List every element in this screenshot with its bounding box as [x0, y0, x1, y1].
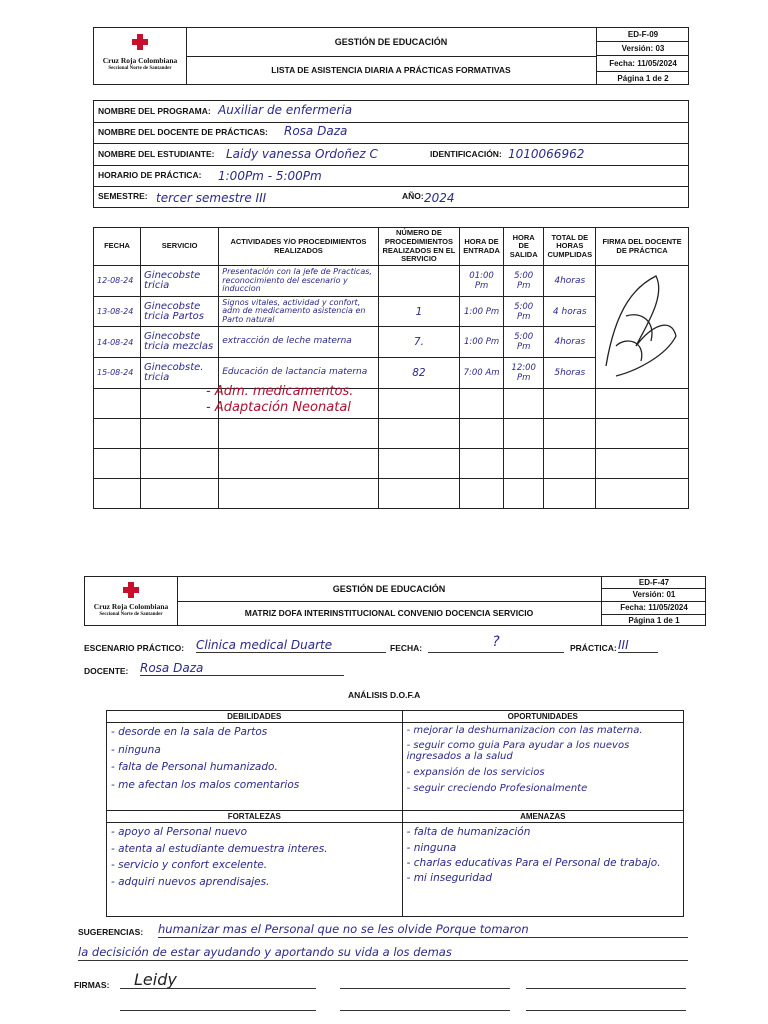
form1-header [93, 27, 689, 85]
cell-total: 4horas [544, 266, 596, 297]
cell-salida: 5:00 Pm [503, 296, 544, 327]
form1-info [93, 100, 689, 208]
col-fecha: FECHA [94, 228, 141, 266]
form-date: Fecha: 11/05/2024 [609, 59, 677, 68]
form1-subtitle: LISTA DE ASISTENCIA DIARIA A PRÁCTICAS FORMATIVAS [271, 65, 511, 75]
cell-salida: 12:00 Pm [503, 357, 544, 388]
cell-salida: 5:00 Pm [503, 266, 544, 297]
escenario-label: ESCENARIO PRÁCTICO: [84, 643, 185, 653]
col-salida: HORA DE SALIDA [503, 228, 544, 266]
form2-header [84, 576, 706, 626]
col-servicio: SERVICIO [141, 228, 219, 266]
form2-logo [85, 577, 178, 625]
list-item: - ninguna [406, 841, 457, 854]
list-item: - mejorar la deshumanizacion con las materna. [406, 725, 643, 736]
org-sub: Seccional Norte de Santander [99, 612, 163, 617]
list-item: - ninguna [111, 743, 161, 756]
cell-fecha: 14-08-24 [94, 327, 141, 358]
form2-meta [601, 577, 706, 625]
semestre-value: tercer semestre III [156, 191, 267, 205]
firma-line [526, 1010, 686, 1011]
list-item: - seguir como guia Para ayudar a los nuevos ingresados a la salud [406, 739, 630, 762]
horario-label: HORARIO DE PRÁCTICA: [98, 170, 202, 180]
cell-servicio: Ginecobste tricia [141, 266, 219, 297]
cell-servicio: Ginecobste tricia Partos [141, 296, 219, 327]
form2-subtitle: MATRIZ DOFA INTERINSTITUCIONAL CONVENIO DOCENCIA SERVICIO [244, 608, 534, 618]
table-row-empty [94, 418, 689, 448]
form1-meta [596, 28, 689, 84]
practica-label: PRÁCTICA: [570, 643, 617, 653]
programa-value: Auxiliar de enfermeria [218, 103, 353, 117]
firma-line [340, 1010, 510, 1011]
cell-total: 4horas [544, 327, 596, 358]
col-entrada: HORA DE ENTRADA [460, 228, 504, 266]
cell-actividades: Educación de lactancia materna [219, 357, 378, 388]
teacher-signature [596, 266, 686, 384]
semestre-label: SEMESTRE: [98, 191, 148, 201]
col-total: TOTAL DE HORAS CUMPLIDAS [544, 228, 596, 266]
cell-fecha: 12-08-24 [94, 266, 141, 297]
docente-label: NOMBRE DEL DOCENTE DE PRÁCTICAS: [98, 127, 268, 137]
list-item: - adquiri nuevos aprendisajes. [111, 875, 270, 888]
estudiante-value: Laidy vanessa Ordoñez C [226, 147, 378, 161]
form-code: ED-F-47 [602, 577, 706, 589]
cell-entrada: 7:00 Am [460, 357, 504, 388]
debilidades-title: DEBILIDADES [107, 711, 403, 723]
table-row-empty [94, 478, 689, 508]
cell-numero: 82 [378, 357, 460, 388]
docente2-label: DOCENTE: [84, 666, 129, 676]
dofa-matrix [106, 710, 684, 917]
firma-line [120, 1010, 316, 1011]
list-item: - apoyo al Personal nuevo [111, 826, 248, 838]
list-item: - falta de humanización [406, 826, 531, 838]
debilidades-list [107, 723, 403, 811]
firma-line [120, 988, 316, 989]
sugerencias-label: SUGERENCIAS: [78, 927, 144, 937]
list-item: - expansión de los servicios [406, 766, 545, 778]
horario-value: 1:00Pm - 5:00Pm [218, 169, 322, 183]
identificacion-value: 1010066962 [508, 147, 585, 161]
student-signature: Leidy [134, 970, 177, 989]
oportunidades-list [402, 723, 683, 811]
list-item: - seguir creciendo Profesionalmente [406, 782, 588, 794]
attendance-table [93, 227, 689, 509]
cell-actividades: Signos vitales, actividad y confort, adm de medicamento asistencia en Parto natural [219, 296, 378, 327]
list-item: - me afectan los malos comentarios [111, 778, 300, 791]
firma-line [340, 988, 510, 989]
col-actividades: ACTIVIDADES Y/O PROCEDIMIENTOS REALIZADOS [219, 228, 378, 266]
anio-value: 2024 [424, 191, 455, 205]
list-item: - falta de Personal humanizado. [111, 761, 278, 774]
list-item: - charlas educativas Para el Personal de trabajo. [406, 857, 661, 870]
extra-note: - Adm. medicamentos. [206, 384, 354, 399]
table-row [94, 266, 689, 297]
cell-servicio: Ginecobste tricia mezclas [141, 327, 219, 358]
cell-numero: 1 [378, 296, 460, 327]
list-item: - servicio y confort excelente. [111, 859, 268, 872]
list-item: - mi inseguridad [406, 872, 492, 885]
cell-entrada: 1:00 Pm [460, 296, 504, 327]
escenario-value: Clinica medical Duarte [196, 638, 386, 653]
sugerencias-line2: la decisición de estar ayudando y aportando su vida a los demas [78, 945, 688, 961]
org-name: Cruz Roja Colombiana [93, 602, 169, 611]
org-name: Cruz Roja Colombiana [102, 56, 178, 65]
anio-label: AÑO: [402, 191, 424, 201]
cell-actividades: Presentación con la jefe de Practicas, reconocimiento del escenario y induccion [219, 266, 378, 297]
list-item: - atenta al estudiante demuestra interes. [111, 842, 328, 855]
fecha-label: FECHA: [390, 643, 423, 653]
cell-servicio: Ginecobste. tricia [141, 357, 219, 388]
estudiante-label: NOMBRE DEL ESTUDIANTE: [98, 149, 215, 159]
cell-total: 5horas [544, 357, 596, 388]
org-sub: Seccional Norte de Santander [108, 66, 172, 71]
col-numero: NÚMERO DE PROCEDIMIENTOS REALIZADOS EN EL SERVICIO [378, 228, 460, 266]
cell-total: 4 horas [544, 296, 596, 327]
firma-line [526, 988, 686, 989]
form-version: Versión: 03 [597, 42, 689, 56]
fortalezas-title: FORTALEZAS [107, 811, 403, 823]
fecha-value: ? [428, 634, 564, 653]
list-item: - desorde en la sala de Partos [111, 726, 268, 738]
cell-entrada: 1:00 Pm [460, 327, 504, 358]
col-firma: FIRMA DEL DOCENTE DE PRÁCTICA [596, 228, 689, 266]
practica-value: III [618, 638, 658, 653]
cell-numero: 7. [378, 327, 460, 358]
amenazas-title: AMENAZAS [402, 811, 683, 823]
amenazas-list [402, 823, 683, 917]
extra-note: - Adaptación Neonatal [206, 400, 351, 415]
cell-numero [378, 266, 460, 297]
cell-entrada: 01:00 Pm [460, 266, 504, 297]
form1-title: GESTIÓN DE EDUCACIÓN [186, 28, 596, 57]
red-cross-icon [123, 582, 139, 598]
table-row-empty [94, 388, 689, 418]
cell-fecha: 13-08-24 [94, 296, 141, 327]
docente2-value: Rosa Daza [140, 661, 344, 676]
table-header-row [94, 228, 689, 266]
firmas-label: FIRMAS: [74, 980, 110, 990]
table-row-empty [94, 448, 689, 478]
oportunidades-title: OPORTUNIDADES [402, 711, 683, 723]
analisis-title: ANÁLISIS D.O.F.A [348, 690, 421, 700]
form-version: Versión: 01 [602, 589, 706, 602]
docente-value: Rosa Daza [284, 124, 348, 138]
programa-label: NOMBRE DEL PROGRAMA: [98, 106, 211, 116]
form2-title: GESTIÓN DE EDUCACIÓN [177, 577, 601, 602]
cell-fecha: 15-08-24 [94, 357, 141, 388]
red-cross-icon [132, 34, 148, 50]
identificacion-label: IDENTIFICACIÓN: [430, 149, 502, 159]
form-page: Página 1 de 1 [602, 614, 706, 627]
sugerencias-line1: humanizar mas el Personal que no se les olvide Porque tomaron [158, 922, 688, 938]
form-code: ED-F-09 [597, 28, 689, 42]
fortalezas-list [107, 823, 403, 917]
cell-salida: 5:00 Pm [503, 327, 544, 358]
cell-actividades: extracción de leche materna [219, 327, 378, 358]
form-page: Página 1 de 2 [597, 71, 689, 86]
form-date: Fecha: 11/05/2024 [620, 603, 688, 612]
form1-logo [94, 28, 187, 84]
signature-cell [596, 266, 689, 388]
